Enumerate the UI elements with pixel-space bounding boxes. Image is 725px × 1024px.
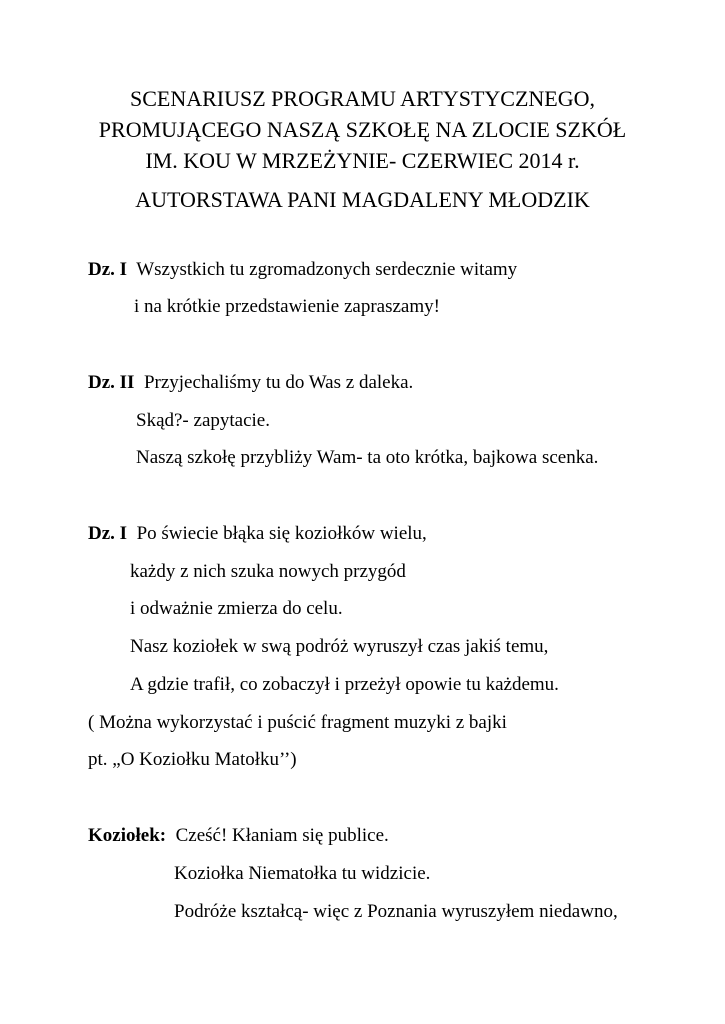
- dialogue-line: Koziołka Niematołka tu widzicie.: [174, 863, 431, 884]
- stage-note-line: pt. „O Koziołku Matołku’’): [88, 749, 297, 770]
- stage-note-line: ( Można wykorzystać i puścić fragment muzyki z bajki: [88, 712, 507, 733]
- dialogue-line: każdy z nich szuka nowych przygód: [130, 561, 406, 582]
- dialogue-line: Skąd?- zapytacie.: [136, 410, 270, 431]
- line-text: Po świecie błąka się koziołków wielu,: [136, 523, 427, 544]
- speaker-label: Dz. II: [88, 372, 135, 393]
- line-text: Wszystkich tu zgromadzonych serdecznie witamy: [136, 259, 518, 280]
- dialogue-line: [88, 522, 427, 546]
- dialogue-line: Nasz koziołek w swą podróż wyruszył czas jakiś temu,: [130, 636, 549, 657]
- dialogue-line: i na krótkie przedstawienie zapraszamy!: [134, 296, 440, 317]
- speaker-label: Koziołek:: [88, 825, 167, 846]
- dialogue-line: i odważnie zmierza do celu.: [130, 598, 343, 619]
- author-line: AUTORSTAWA PANI MAGDALENY MŁODZIK: [135, 187, 590, 212]
- title-line-2: PROMUJĄCEGO NASZĄ SZKOŁĘ NA ZLOCIE SZKÓŁ: [98, 117, 627, 142]
- line-text: Przyjechaliśmy tu do Was z daleka.: [143, 372, 414, 393]
- dialogue-line: [88, 824, 389, 848]
- dialogue-line: Podróże kształcą- więc z Poznania wyruszyłem niedawno,: [174, 901, 618, 922]
- dialogue-line: Naszą szkołę przybliży Wam- ta oto krótka, bajkowa scenka.: [136, 447, 599, 468]
- dialogue-line: [88, 258, 517, 282]
- speaker-label: Dz. I: [88, 523, 128, 544]
- title-line-1: SCENARIUSZ PROGRAMU ARTYSTYCZNEGO,: [129, 86, 595, 111]
- line-text: Cześć! Kłaniam się publice.: [175, 825, 389, 846]
- dialogue-line: A gdzie trafił, co zobaczył i przeżył opowie tu każdemu.: [130, 674, 559, 695]
- dialogue-line: [88, 371, 413, 395]
- speaker-label: Dz. I: [88, 259, 128, 280]
- title-line-3: IM. KOU W MRZEŻYNIE- CZERWIEC 2014 r.: [145, 148, 580, 173]
